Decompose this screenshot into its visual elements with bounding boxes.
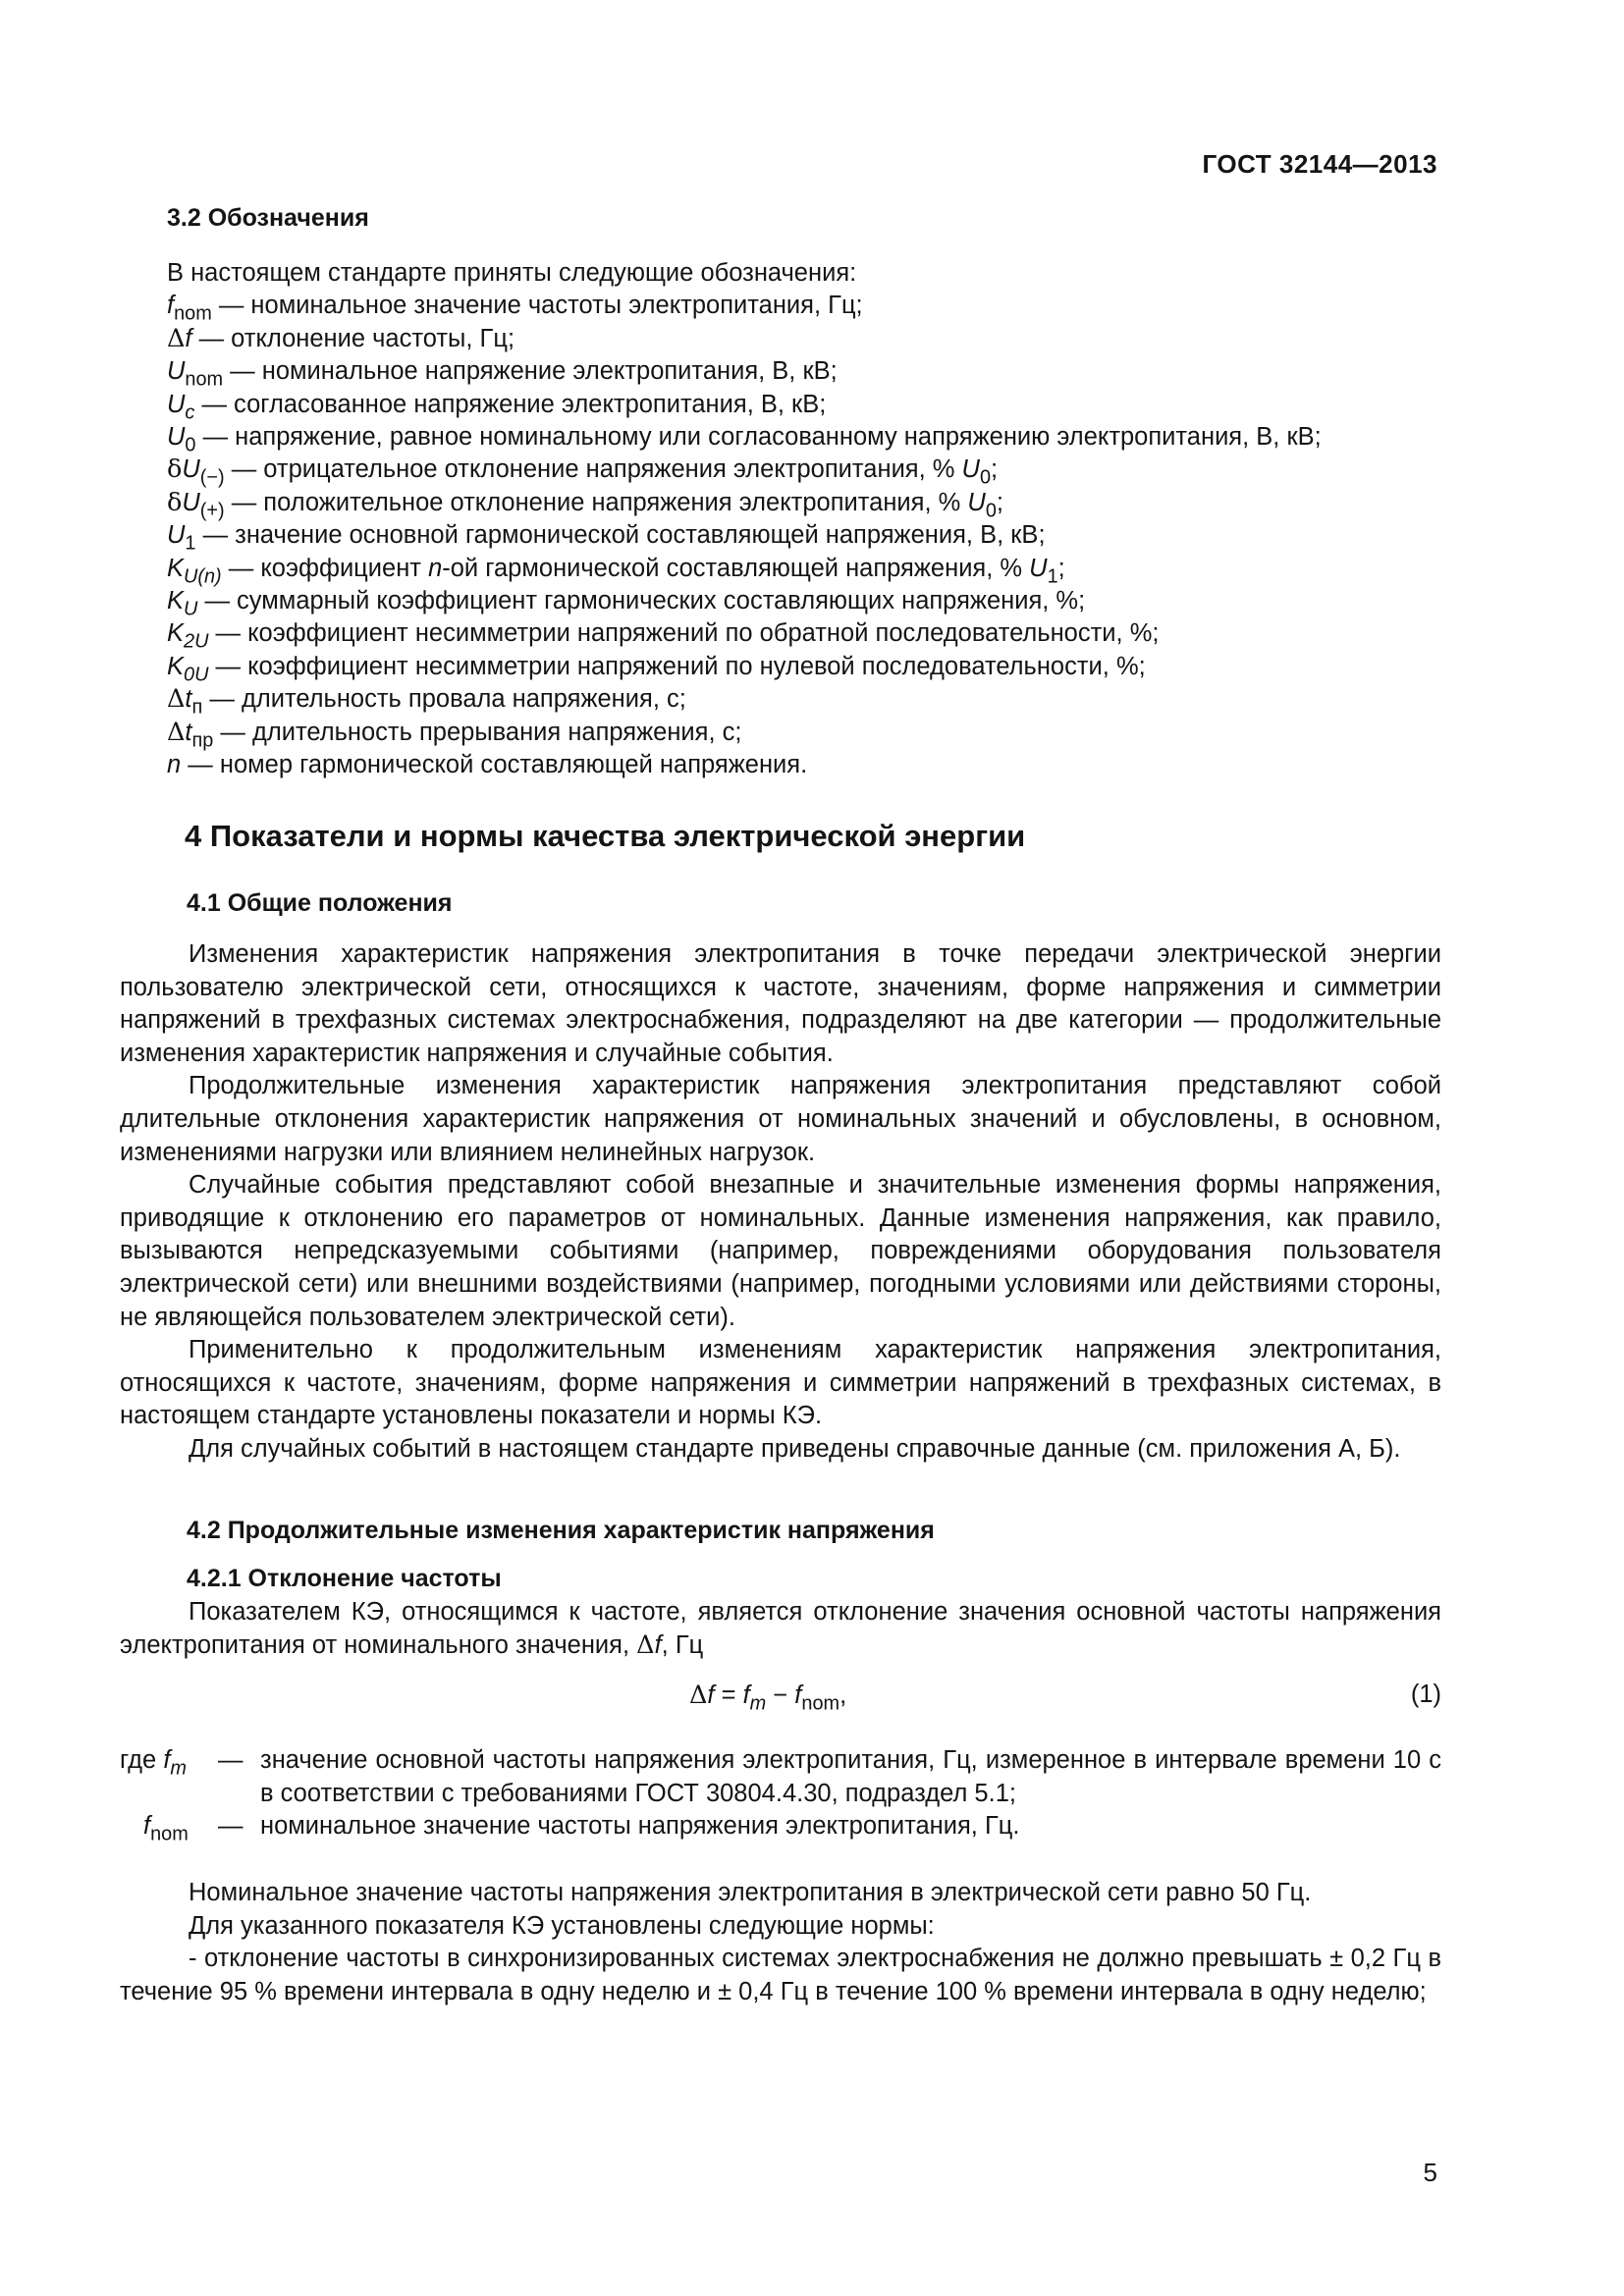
symbol-item: $\delta U_{(+)}$ — положительное отклонение напряжения электропитания, % $U_0$; xyxy=(167,487,1003,522)
formula-1: $\Delta f = f_m - f_{nom}$, xyxy=(689,1681,847,1715)
symbol-item: $U_0$ — напряжение, равное номинальному или согласованному напряжению электропитания, В, кВ; xyxy=(167,423,1322,456)
formula-number: (1) xyxy=(1410,1681,1441,1708)
norms-block xyxy=(120,1877,1441,2008)
heading-4: 4 Показатели и нормы качества электрической энергии xyxy=(185,819,1026,853)
paragraph: Продолжительные изменения характеристик напряжения электропитания представляют собой длительные отклонения характеристик напряжения от номинальных значений и обусловлены, в основном, изменениями нагрузки или влиянием нелинейных нагрузок. xyxy=(120,1072,1441,1166)
symbol-item: $f_{nom}$ — номинальное значение частоты электропитания, Гц; xyxy=(167,292,863,325)
section-4-1-body xyxy=(120,938,1441,1467)
paragraph: Для случайных событий в настоящем стандарте приведены справочные данные (см. приложения А, Б). xyxy=(189,1434,1401,1463)
symbols-intro: В настоящем стандарте приняты следующие обозначения: xyxy=(167,259,857,287)
symbol-item: $K_{U(n)}$ — коэффициент n-ой гармонической составляющей напряжения, % $U_1$; xyxy=(167,554,1065,588)
symbol-item: $K_{0U}$ — коэффициент несимметрии напряжений по нулевой последовательности, %; xyxy=(167,652,1146,686)
symbol-item: $\Delta t_{пр}$ — длительность прерывания напряжения, с; xyxy=(167,717,742,752)
paragraph: Номинальное значение частоты напряжения электропитания в электрической сети равно 50 Гц. xyxy=(189,1879,1312,1906)
paragraph: Для указанного показателя КЭ установлены следующие нормы: xyxy=(189,1911,935,1940)
symbol-item: $U_1$ — значение основной гармонической составляющей напряжения, В, кВ; xyxy=(167,521,1046,555)
list-item: - отклонение частоты в синхронизированных системах электроснабжения не должно превышать ± 0,2 Гц в течение 95 % времени интервала в одну неделю и ± 0,4 Гц в течение 100 % времени интервала в одну неделю; xyxy=(120,1945,1441,2005)
paragraph: Случайные события представляют собой внезапные и значительные изменения формы напряжения, приводящие к отклонению его параметров от номинальных. Данные изменения напряжения, как правило, вызываются непредсказуемыми событиями (например, повреждениями оборудования пользователя электрической сети) или внешними воздействиями (например, погодными условиями или действиями стороны, не являющейся пользователем электрической сети). xyxy=(120,1171,1441,1331)
where-explanation xyxy=(120,1744,1441,1843)
symbol-item: $\delta U_{(-)}$ — отрицательное отклонение напряжения электропитания, % $U_0$; xyxy=(167,454,999,489)
formula-row xyxy=(120,1681,1441,1720)
symbol-item: $\Delta t_п$ — длительность провала напряжения, с; xyxy=(167,684,686,719)
symbol-item: $U_{nom}$ — номинальное напряжение электропитания, В, кВ; xyxy=(167,357,838,391)
section-4-2-1-intro: Показателем КЭ, относящимся к частоте, является отклонение значения основной частоты напряжения электропитания от номинального значения, Δf, Гц xyxy=(120,1598,1441,1660)
paragraph: Изменения характеристик напряжения электропитания в точке передачи электрической энергии пользователю электрической сети, относящихся к частоте, значениям, форме напряжения и симметрии напряжений в трехфазных системах электроснабжения, подразделяют на две категории — продолжительные изменения характеристик напряжения и случайные события. xyxy=(120,940,1441,1067)
heading-4-2: 4.2 Продолжительные изменения характеристик напряжения xyxy=(187,1517,935,1544)
symbol-item: n — номер гармонической составляющей напряжения. xyxy=(167,751,808,779)
heading-3-2: 3.2 Обозначения xyxy=(167,204,369,232)
symbol-item: Δf — отклонение частоты, Гц; xyxy=(167,323,515,353)
document-code: ГОСТ 32144—2013 xyxy=(1202,149,1437,179)
symbol-item: $U_c$ — согласованное напряжение электропитания, В, кВ; xyxy=(167,390,827,423)
page-number: 5 xyxy=(1423,2158,1437,2187)
where-item: $f_{nom}$ — номинальное значение частоты напряжения электропитания, Гц. xyxy=(143,1812,1020,1845)
heading-4-1: 4.1 Общие положения xyxy=(187,889,453,917)
symbols-list xyxy=(167,257,1443,782)
symbol-item: $K_{2U}$ — коэффициент несимметрии напряжений по обратной последовательности, %; xyxy=(167,619,1160,653)
where-item: где $f_m$ — значение основной частоты напряжения электропитания, Гц, измеренное в интервале времени 10 с в соответствии с требованиями ГОСТ 30804.4.30, подраздел 5.1; xyxy=(120,1746,1441,1807)
paragraph: Применительно к продолжительным изменениям характеристик напряжения электропитания, относящихся к частоте, значениям, форме напряжения и симметрии напряжений в трехфазных системах, в настоящем стандарте установлены показатели и нормы КЭ. xyxy=(120,1336,1441,1430)
heading-4-2-1: 4.2.1 Отклонение частоты xyxy=(187,1565,502,1592)
symbol-item: $K_U$ — суммарный коэффициент гармонических составляющих напряжения, %; xyxy=(167,587,1086,620)
